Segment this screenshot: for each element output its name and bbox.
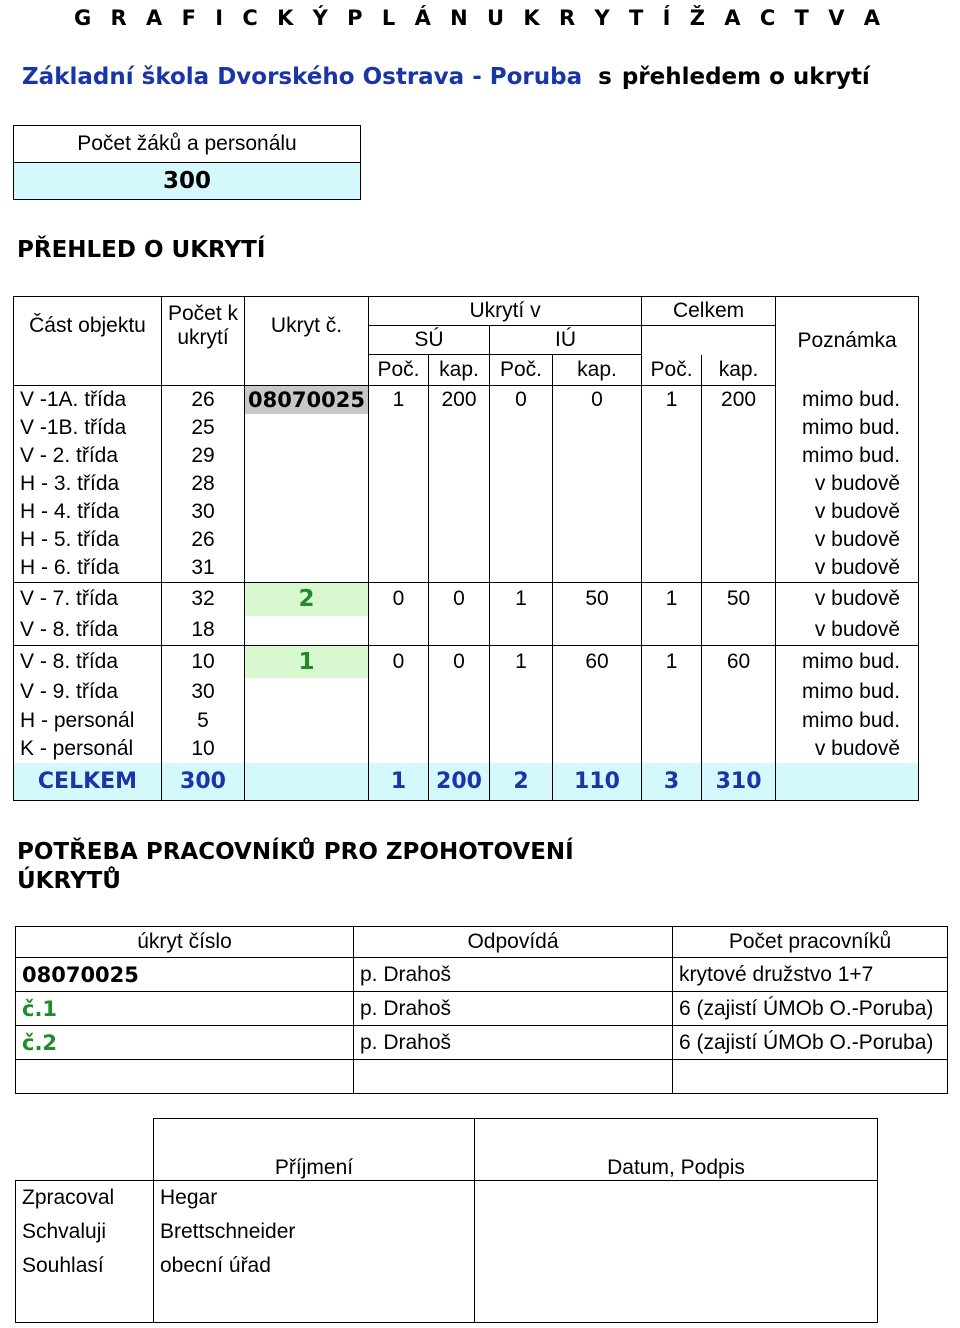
table-row: V - 2. třída 29 mimo bud. bbox=[14, 442, 919, 470]
table-row: Schvaluji Brettschneider bbox=[16, 1215, 878, 1249]
header-shelter-number: úkryt číslo bbox=[16, 927, 354, 958]
table-row: V -1B. třída 25 mimo bud. bbox=[14, 414, 919, 442]
school-name: Základní škola Dvorského Ostrava - Poruba bbox=[22, 64, 583, 90]
table-row: V - 9. třída 30 mimo bud. bbox=[14, 678, 919, 707]
table-row: V - 7. třída 32 2 0 0 1 50 1 50 v budově bbox=[14, 583, 919, 616]
table-row: H - 5. třída 26 v budově bbox=[14, 526, 919, 554]
total-su-kap: 200 bbox=[429, 763, 490, 801]
total-tot-poc: 3 bbox=[642, 763, 702, 801]
headcount-value: 300 bbox=[14, 163, 361, 200]
signature-table bbox=[15, 1118, 878, 1323]
header-count: Počet k ukrytí bbox=[162, 297, 245, 355]
section-overview-heading: PŘEHLED O UKRYTÍ bbox=[17, 237, 266, 263]
header-date-signature: Datum, Podpis bbox=[475, 1119, 878, 1181]
header-total-kap: kap. bbox=[702, 355, 776, 386]
total-row bbox=[14, 763, 919, 801]
header-su-poc: Poč. bbox=[369, 355, 429, 386]
total-iu-poc: 2 bbox=[490, 763, 553, 801]
page-title: G R A F I C K Ý P L Á N U K R Y T Í Ž A C T V A bbox=[73, 6, 887, 30]
header-iu: IÚ bbox=[490, 326, 642, 355]
school-header bbox=[22, 64, 870, 90]
table-row: H - 6. třída 31 v budově bbox=[14, 554, 919, 583]
table-row: Souhlasí obecní úřad bbox=[16, 1249, 878, 1283]
header-iu-kap: kap. bbox=[553, 355, 642, 386]
header-surname: Příjmení bbox=[154, 1119, 475, 1181]
section-workers-heading: POTŘEBA PRACOVNÍKŮ PRO ZPOHOTOVENÍ ÚKRYTŮ bbox=[17, 839, 574, 894]
header-total-poc: Poč. bbox=[642, 355, 702, 386]
table-row: č.1 p. Drahoš 6 (zajistí ÚMOb O.-Poruba) bbox=[16, 992, 948, 1026]
table-row: V - 8. třída 18 v budově bbox=[14, 616, 919, 646]
total-count: 300 bbox=[162, 763, 245, 801]
header-iu-poc: Poč. bbox=[490, 355, 553, 386]
total-tot-kap: 310 bbox=[702, 763, 776, 801]
headcount-table bbox=[13, 125, 361, 200]
table-row: H - personál 5 mimo bud. bbox=[14, 707, 919, 735]
header-su: SÚ bbox=[369, 326, 490, 355]
table-row: V -1A. třída 26 08070025 1 200 0 0 1 200 mimo bud. bbox=[14, 386, 919, 414]
school-suffix: přehledem o ukrytí bbox=[621, 64, 870, 90]
workers-table bbox=[15, 926, 948, 1094]
header-su-kap: kap. bbox=[429, 355, 490, 386]
header-shelter-no: Ukryt č. bbox=[245, 297, 369, 355]
total-label: CELKEM bbox=[14, 763, 162, 801]
table-row: V - 8. třída 10 1 0 0 1 60 1 60 mimo bud. bbox=[14, 646, 919, 678]
table-row: 08070025 p. Drahoš krytové družstvo 1+7 bbox=[16, 958, 948, 992]
headcount-label: Počet žáků a personálu bbox=[14, 126, 361, 163]
table-row: K - personál 10 v budově bbox=[14, 735, 919, 763]
shelter-id: 08070025 bbox=[245, 386, 369, 414]
total-iu-kap: 110 bbox=[553, 763, 642, 801]
header-responsible: Odpovídá bbox=[354, 927, 673, 958]
shelter-id: 2 bbox=[245, 583, 369, 616]
total-su-poc: 1 bbox=[369, 763, 429, 801]
header-shelter-in: Ukrytí v bbox=[369, 297, 642, 326]
shelter-id: 1 bbox=[245, 646, 369, 678]
table-row bbox=[16, 1060, 948, 1094]
header-worker-count: Počet pracovníků bbox=[673, 927, 948, 958]
header-total: Celkem bbox=[642, 297, 776, 326]
table-row: H - 4. třída 30 v budově bbox=[14, 498, 919, 526]
table-row: č.2 p. Drahoš 6 (zajistí ÚMOb O.-Poruba) bbox=[16, 1026, 948, 1060]
header-part: Část objektu bbox=[14, 297, 162, 355]
table-row: Zpracoval Hegar bbox=[16, 1181, 878, 1215]
school-separator: s bbox=[598, 64, 612, 90]
table-row: H - 3. třída 28 v budově bbox=[14, 470, 919, 498]
shelter-overview-table bbox=[13, 296, 919, 801]
header-note: Poznámka bbox=[776, 297, 919, 386]
